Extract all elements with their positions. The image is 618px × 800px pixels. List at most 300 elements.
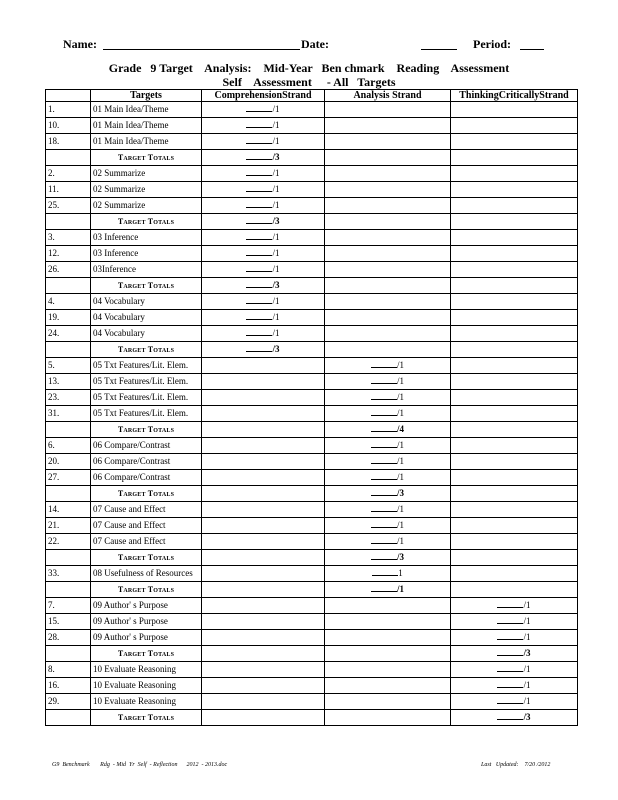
- question-number: 2.: [46, 166, 91, 182]
- question-number: 21.: [46, 518, 91, 534]
- score-value: /1: [396, 472, 404, 482]
- column-header: Targets: [91, 90, 202, 102]
- strand-cell: [325, 486, 451, 502]
- score-blank[interactable]: [497, 647, 523, 656]
- score-value: /1: [523, 616, 531, 626]
- column-header: Analysis Strand: [325, 90, 451, 102]
- score-blank[interactable]: [371, 503, 397, 512]
- question-number: 23.: [46, 390, 91, 406]
- question-number: 20.: [46, 454, 91, 470]
- date-label: Date:: [301, 37, 329, 51]
- footer-right: Last Updated: 7/20 /2012: [481, 762, 551, 768]
- table-row: [46, 198, 578, 214]
- score-blank[interactable]: [246, 215, 272, 224]
- target-name: 09 Author' s Purpose: [91, 630, 202, 646]
- table-row: [46, 438, 578, 454]
- strand-cell: [202, 134, 325, 150]
- table-row: [46, 566, 578, 582]
- score-value: /3: [272, 152, 280, 162]
- target-total-label: Target Totals: [91, 486, 202, 502]
- strand-cell: [202, 470, 325, 486]
- target-name: 06 Compare/Contrast: [91, 454, 202, 470]
- score-value: /1: [272, 136, 280, 146]
- target-name: 04 Vocabulary: [91, 310, 202, 326]
- target-name: 03 Inference: [91, 246, 202, 262]
- strand-cell: [202, 326, 325, 342]
- table-row: [46, 694, 578, 710]
- score-value: /1: [523, 664, 531, 674]
- question-number: [46, 278, 91, 294]
- strand-cell: [451, 134, 578, 150]
- question-number: 7.: [46, 598, 91, 614]
- strand-cell: [451, 118, 578, 134]
- score-blank[interactable]: [246, 103, 272, 112]
- strand-cell: [325, 582, 451, 598]
- strand-cell: [325, 342, 451, 358]
- target-total-row: [46, 550, 578, 566]
- target-total-label: Target Totals: [91, 342, 202, 358]
- score-value: /3: [272, 344, 280, 354]
- table-header-row: [46, 90, 578, 102]
- target-name: 08 Usefulness of Resources: [91, 566, 202, 582]
- score-value: /1: [272, 200, 280, 210]
- target-name: 03 Inference: [91, 230, 202, 246]
- score-value: /1: [272, 120, 280, 130]
- score-blank[interactable]: [246, 295, 272, 304]
- target-name: 05 Txt Features/Lit. Elem.: [91, 374, 202, 390]
- score-value: /1: [272, 168, 280, 178]
- target-name: 05 Txt Features/Lit. Elem.: [91, 390, 202, 406]
- question-number: [46, 550, 91, 566]
- strand-cell: [325, 102, 451, 118]
- strand-cell: [451, 454, 578, 470]
- question-number: 27.: [46, 470, 91, 486]
- strand-cell: [202, 566, 325, 582]
- score-blank[interactable]: [246, 279, 272, 288]
- score-value: /1: [396, 440, 404, 450]
- target-total-label: Target Totals: [91, 550, 202, 566]
- question-number: [46, 342, 91, 358]
- question-number: 13.: [46, 374, 91, 390]
- score-blank[interactable]: [371, 391, 397, 400]
- strand-cell: [202, 550, 325, 566]
- strand-cell: [451, 486, 578, 502]
- strand-cell: [325, 470, 451, 486]
- strand-cell: [325, 198, 451, 214]
- question-number: 8.: [46, 662, 91, 678]
- table-row: [46, 614, 578, 630]
- score-value: /1: [396, 456, 404, 466]
- strand-cell: [325, 614, 451, 630]
- question-number: 16.: [46, 678, 91, 694]
- question-number: 15.: [46, 614, 91, 630]
- table-row: [46, 310, 578, 326]
- question-number: [46, 646, 91, 662]
- score-blank[interactable]: [371, 439, 397, 448]
- strand-cell: [451, 310, 578, 326]
- target-analysis-table: [45, 89, 578, 726]
- table-row: [46, 630, 578, 646]
- score-blank[interactable]: [497, 615, 523, 624]
- score-value: /1: [396, 584, 404, 594]
- table-row: [46, 118, 578, 134]
- strand-cell: [451, 470, 578, 486]
- question-number: 12.: [46, 246, 91, 262]
- strand-cell: [451, 694, 578, 710]
- table-row: [46, 230, 578, 246]
- question-number: 19.: [46, 310, 91, 326]
- question-number: [46, 150, 91, 166]
- target-total-row: [46, 646, 578, 662]
- strand-cell: [325, 230, 451, 246]
- question-number: [46, 422, 91, 438]
- page-subtitle: Self Assessment - All Targets: [222, 75, 396, 89]
- target-name: 01 Main Idea/Theme: [91, 134, 202, 150]
- score-value: /4: [396, 424, 404, 434]
- target-name: 07 Cause and Effect: [91, 502, 202, 518]
- score-value: /1: [523, 680, 531, 690]
- score-blank[interactable]: [246, 167, 272, 176]
- target-name: 02 Summarize: [91, 182, 202, 198]
- strand-cell: [202, 358, 325, 374]
- score-blank[interactable]: [246, 199, 272, 208]
- strand-cell: [325, 422, 451, 438]
- question-number: 26.: [46, 262, 91, 278]
- score-blank[interactable]: [371, 519, 397, 528]
- target-total-row: [46, 486, 578, 502]
- target-total-row: [46, 342, 578, 358]
- strand-cell: [451, 662, 578, 678]
- score-blank[interactable]: [371, 535, 397, 544]
- target-total-label: Target Totals: [91, 422, 202, 438]
- strand-cell: [451, 406, 578, 422]
- strand-cell: [325, 550, 451, 566]
- strand-cell: [202, 214, 325, 230]
- strand-cell: [202, 710, 325, 726]
- table-row: [46, 182, 578, 198]
- strand-cell: [202, 102, 325, 118]
- target-total-row: [46, 278, 578, 294]
- strand-cell: [202, 166, 325, 182]
- target-name: 04 Vocabulary: [91, 294, 202, 310]
- score-value: /1: [272, 328, 280, 338]
- score-value: /1: [396, 392, 404, 402]
- strand-cell: [202, 310, 325, 326]
- question-number: 5.: [46, 358, 91, 374]
- strand-cell: [202, 438, 325, 454]
- strand-cell: [451, 582, 578, 598]
- strand-cell: [325, 502, 451, 518]
- target-name: 06 Compare/Contrast: [91, 470, 202, 486]
- strand-cell: [451, 230, 578, 246]
- score-blank[interactable]: [246, 183, 272, 192]
- strand-cell: [202, 630, 325, 646]
- strand-cell: [325, 358, 451, 374]
- period-label: Period:: [473, 37, 511, 51]
- question-number: 24.: [46, 326, 91, 342]
- strand-cell: [451, 278, 578, 294]
- question-number: 10.: [46, 118, 91, 134]
- target-name: 05 Txt Features/Lit. Elem.: [91, 358, 202, 374]
- question-number: 28.: [46, 630, 91, 646]
- strand-cell: [202, 534, 325, 550]
- name-field[interactable]: [103, 49, 300, 50]
- strand-cell: [451, 614, 578, 630]
- table-row: [46, 390, 578, 406]
- score-blank[interactable]: [371, 583, 397, 592]
- target-name: 02 Summarize: [91, 166, 202, 182]
- table-row: [46, 598, 578, 614]
- score-blank[interactable]: [246, 135, 272, 144]
- strand-cell: [451, 374, 578, 390]
- score-blank[interactable]: [371, 471, 397, 480]
- strand-cell: [451, 646, 578, 662]
- table-row: [46, 246, 578, 262]
- strand-cell: [325, 454, 451, 470]
- score-value: /3: [272, 280, 280, 290]
- score-value: /1: [272, 184, 280, 194]
- strand-cell: [325, 134, 451, 150]
- strand-cell: [325, 406, 451, 422]
- strand-cell: [325, 326, 451, 342]
- strand-cell: [325, 518, 451, 534]
- strand-cell: [325, 118, 451, 134]
- score-blank[interactable]: [246, 327, 272, 336]
- strand-cell: [202, 294, 325, 310]
- table-body: [46, 102, 578, 726]
- strand-cell: [325, 662, 451, 678]
- strand-cell: [202, 262, 325, 278]
- score-blank[interactable]: [371, 423, 397, 432]
- table-row: [46, 518, 578, 534]
- strand-cell: [325, 694, 451, 710]
- strand-cell: [451, 390, 578, 406]
- strand-cell: [325, 390, 451, 406]
- strand-cell: [451, 198, 578, 214]
- score-blank[interactable]: [246, 311, 272, 320]
- strand-cell: [451, 342, 578, 358]
- strand-cell: [202, 486, 325, 502]
- strand-cell: [202, 694, 325, 710]
- target-total-label: Target Totals: [91, 150, 202, 166]
- score-value: /1: [523, 632, 531, 642]
- target-name: 04 Vocabulary: [91, 326, 202, 342]
- score-value: /1: [272, 248, 280, 258]
- target-name: 07 Cause and Effect: [91, 534, 202, 550]
- strand-cell: [451, 566, 578, 582]
- score-blank[interactable]: [371, 359, 397, 368]
- target-total-label: Target Totals: [91, 278, 202, 294]
- question-number: 33.: [46, 566, 91, 582]
- strand-cell: [451, 214, 578, 230]
- strand-cell: [451, 502, 578, 518]
- score-blank[interactable]: [371, 407, 397, 416]
- strand-cell: [451, 630, 578, 646]
- strand-cell: [325, 150, 451, 166]
- target-total-label: Target Totals: [91, 214, 202, 230]
- score-value: /1: [396, 504, 404, 514]
- score-value: /1: [272, 296, 280, 306]
- strand-cell: [451, 598, 578, 614]
- score-value: /1: [272, 232, 280, 242]
- name-label: Name:: [63, 37, 97, 51]
- score-blank[interactable]: [497, 663, 523, 672]
- question-number: [46, 710, 91, 726]
- strand-cell: [202, 582, 325, 598]
- strand-cell: [202, 518, 325, 534]
- strand-cell: [202, 278, 325, 294]
- table-row: [46, 358, 578, 374]
- question-number: 25.: [46, 198, 91, 214]
- strand-cell: [202, 454, 325, 470]
- question-number: 3.: [46, 230, 91, 246]
- strand-cell: [202, 406, 325, 422]
- target-name: 05 Txt Features/Lit. Elem.: [91, 406, 202, 422]
- score-blank[interactable]: [246, 263, 272, 272]
- strand-cell: [325, 710, 451, 726]
- strand-cell: [451, 182, 578, 198]
- score-value: /3: [396, 552, 404, 562]
- score-value: 1: [398, 568, 403, 578]
- score-value: /1: [272, 264, 280, 274]
- strand-cell: [325, 374, 451, 390]
- table-row: [46, 102, 578, 118]
- score-blank[interactable]: [246, 247, 272, 256]
- question-number: 4.: [46, 294, 91, 310]
- column-header: ThinkingCriticallyStrand: [451, 90, 578, 102]
- score-blank[interactable]: [246, 231, 272, 240]
- target-total-row: [46, 582, 578, 598]
- target-name: 09 Author' s Purpose: [91, 598, 202, 614]
- question-number: 6.: [46, 438, 91, 454]
- strand-cell: [202, 182, 325, 198]
- target-total-label: Target Totals: [91, 710, 202, 726]
- strand-cell: [325, 598, 451, 614]
- date-field[interactable]: [421, 49, 457, 50]
- table-row: [46, 662, 578, 678]
- strand-cell: [451, 326, 578, 342]
- strand-cell: [325, 678, 451, 694]
- score-value: /1: [396, 408, 404, 418]
- question-number: [46, 214, 91, 230]
- strand-cell: [451, 534, 578, 550]
- strand-cell: [451, 294, 578, 310]
- strand-cell: [451, 422, 578, 438]
- score-blank[interactable]: [246, 343, 272, 352]
- score-value: /1: [396, 376, 404, 386]
- target-name: 10 Evaluate Reasoning: [91, 662, 202, 678]
- column-header: [46, 90, 91, 102]
- period-field[interactable]: [520, 49, 544, 50]
- score-value: /1: [396, 520, 404, 530]
- score-value: /1: [396, 360, 404, 370]
- strand-cell: [325, 246, 451, 262]
- table-row: [46, 502, 578, 518]
- strand-cell: [451, 262, 578, 278]
- question-number: [46, 582, 91, 598]
- strand-cell: [451, 246, 578, 262]
- target-name: 09 Author' s Purpose: [91, 614, 202, 630]
- table-row: [46, 134, 578, 150]
- table-row: [46, 454, 578, 470]
- score-value: /3: [523, 712, 531, 722]
- target-name: 01 Main Idea/Theme: [91, 102, 202, 118]
- question-number: 31.: [46, 406, 91, 422]
- table-row: [46, 470, 578, 486]
- target-name: 01 Main Idea/Theme: [91, 118, 202, 134]
- score-blank[interactable]: [371, 551, 397, 560]
- score-value: /3: [272, 216, 280, 226]
- target-name: 06 Compare/Contrast: [91, 438, 202, 454]
- footer-left: G9 Benchmark Rdg - Mid Yr Self - Reflection 2012 - 2013.doc: [52, 762, 228, 768]
- table-row: [46, 166, 578, 182]
- score-value: /3: [523, 648, 531, 658]
- question-number: 22.: [46, 534, 91, 550]
- table-row: [46, 406, 578, 422]
- strand-cell: [451, 550, 578, 566]
- strand-cell: [202, 118, 325, 134]
- strand-cell: [325, 630, 451, 646]
- score-blank[interactable]: [246, 151, 272, 160]
- strand-cell: [202, 614, 325, 630]
- score-blank[interactable]: [497, 711, 523, 720]
- strand-cell: [451, 150, 578, 166]
- score-blank[interactable]: [497, 599, 523, 608]
- strand-cell: [325, 262, 451, 278]
- strand-cell: [451, 102, 578, 118]
- strand-cell: [325, 646, 451, 662]
- strand-cell: [202, 646, 325, 662]
- strand-cell: [202, 230, 325, 246]
- score-value: /3: [396, 488, 404, 498]
- strand-cell: [325, 182, 451, 198]
- score-blank[interactable]: [372, 567, 398, 576]
- score-blank[interactable]: [497, 695, 523, 704]
- strand-cell: [325, 566, 451, 582]
- strand-cell: [451, 710, 578, 726]
- question-number: 18.: [46, 134, 91, 150]
- strand-cell: [325, 310, 451, 326]
- strand-cell: [202, 198, 325, 214]
- question-number: 14.: [46, 502, 91, 518]
- score-blank[interactable]: [371, 487, 397, 496]
- score-blank[interactable]: [497, 631, 523, 640]
- question-number: [46, 486, 91, 502]
- strand-cell: [202, 374, 325, 390]
- target-total-row: [46, 150, 578, 166]
- strand-cell: [325, 166, 451, 182]
- strand-cell: [325, 214, 451, 230]
- page-title: Grade 9 Target Analysis: Mid-Year Ben chmark Reading Assessment: [108, 61, 510, 75]
- target-total-label: Target Totals: [91, 582, 202, 598]
- target-name: 10 Evaluate Reasoning: [91, 678, 202, 694]
- strand-cell: [202, 502, 325, 518]
- score-blank[interactable]: [497, 679, 523, 688]
- strand-cell: [325, 438, 451, 454]
- score-value: /1: [396, 536, 404, 546]
- target-name: 02 Summarize: [91, 198, 202, 214]
- target-total-row: [46, 710, 578, 726]
- score-blank[interactable]: [371, 455, 397, 464]
- table-row: [46, 262, 578, 278]
- question-number: 29.: [46, 694, 91, 710]
- target-name: 03Inference: [91, 262, 202, 278]
- strand-cell: [202, 678, 325, 694]
- score-blank[interactable]: [246, 119, 272, 128]
- score-blank[interactable]: [371, 375, 397, 384]
- strand-cell: [325, 294, 451, 310]
- target-name: 10 Evaluate Reasoning: [91, 694, 202, 710]
